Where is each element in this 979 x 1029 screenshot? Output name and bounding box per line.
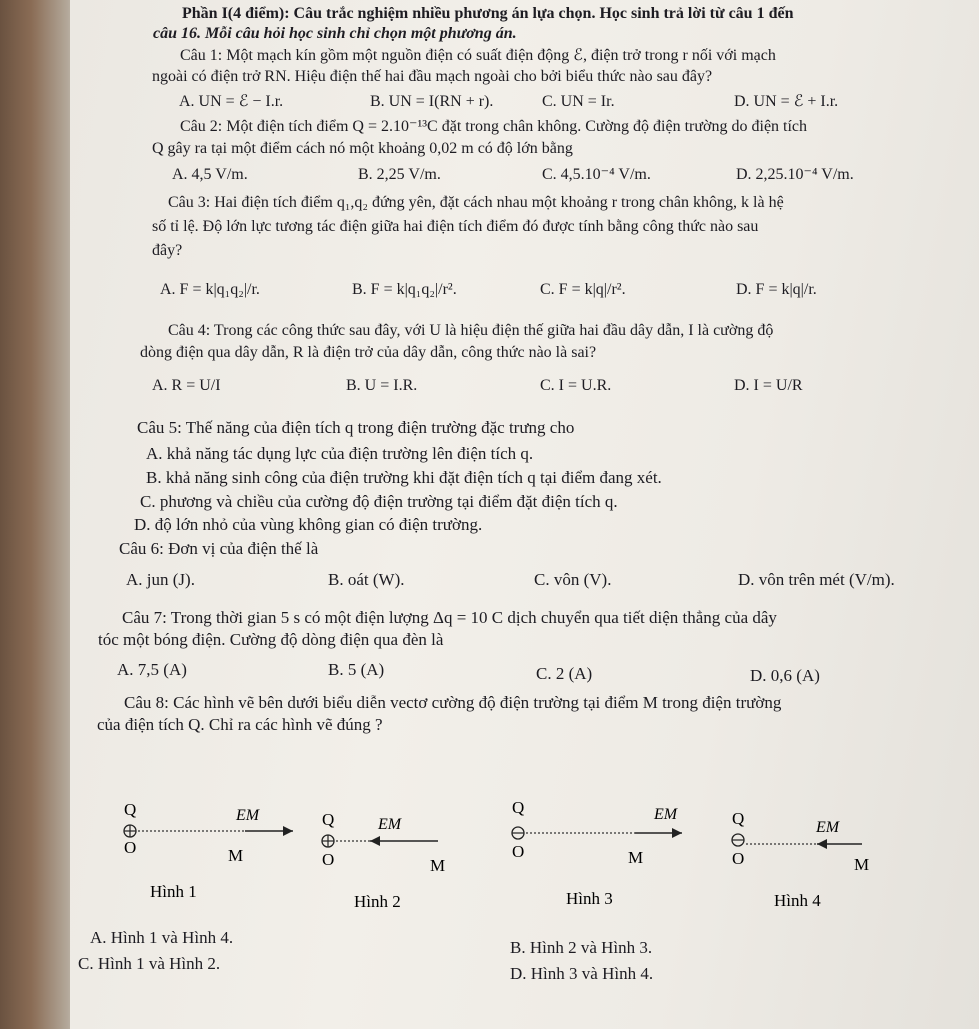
q2-option-b[interactable]: B. 2,25 V/m. bbox=[358, 166, 441, 183]
q6-option-b[interactable]: B. oát (W). bbox=[328, 570, 405, 589]
figure-2 bbox=[310, 805, 470, 915]
fig2-origin-label: O bbox=[322, 850, 335, 869]
q2-option-d[interactable]: D. 2,25.10⁻⁴ V/m. bbox=[736, 166, 854, 183]
q3-option-b[interactable]: B. F = k|q₁q₂|/r². bbox=[352, 281, 457, 298]
q7-option-b[interactable]: B. 5 (A) bbox=[328, 660, 385, 679]
q8-stem-cont: của điện tích Q. Chỉ ra các hình vẽ đúng ? bbox=[97, 715, 383, 734]
fig3-vector-label: EM bbox=[654, 806, 678, 823]
q1-stem-cont: ngoài có điện trở RN. Hiệu điện thế hai đầu mạch ngoài cho bởi biểu thức nào sau đây? bbox=[152, 68, 713, 85]
q5-option-c[interactable]: C. phương và chiều của cường độ điện trường tại điểm đặt điện tích q. bbox=[140, 492, 618, 511]
q7-stem-cont: tóc một bóng điện. Cường độ dòng điện qua đèn là bbox=[98, 630, 444, 649]
fig2-vector-label: EM bbox=[378, 816, 402, 833]
q1-option-d[interactable]: D. UN = ℰ + I.r. bbox=[734, 93, 839, 110]
q4-option-a[interactable]: A. R = U/I bbox=[152, 377, 221, 394]
q5-option-b[interactable]: B. khả năng sinh công của điện trường khi đặt điện tích q tại điểm đang xét. bbox=[146, 468, 662, 487]
arrow-left-icon bbox=[370, 836, 380, 846]
q8-option-b[interactable]: B. Hình 2 và Hình 3. bbox=[510, 938, 653, 957]
q8-option-c[interactable]: C. Hình 1 và Hình 2. bbox=[78, 954, 221, 973]
q2-option-a[interactable]: A. 4,5 V/m. bbox=[172, 166, 248, 183]
q6-stem: Câu 6: Đơn vị của điện thế là bbox=[119, 539, 319, 558]
q8-stem: Câu 8: Các hình vẽ bên dưới biểu diễn vectơ cường độ điện trường tại điểm M trong điện trường bbox=[124, 693, 782, 712]
fig2-point-label: M bbox=[430, 856, 446, 875]
figure-3 bbox=[500, 793, 700, 908]
figure-4 bbox=[722, 800, 882, 910]
fig1-vector-label: EM bbox=[236, 807, 260, 824]
q4-option-d[interactable]: D. I = U/R bbox=[734, 377, 803, 394]
section-header: Phần I(4 điểm): Câu trắc nghiệm nhiều phương án lựa chọn. Học sinh trả lời từ câu 1 đến bbox=[182, 5, 794, 22]
q2-stem: Câu 2: Một điện tích điểm Q = 2.10⁻¹³C đặt trong chân không. Cường độ điện trường do điện tích bbox=[180, 118, 808, 135]
q5-option-d[interactable]: D. độ lớn nhỏ của vùng không gian có điện trường. bbox=[134, 515, 483, 534]
q1-option-b[interactable]: B. UN = I(RN + r). bbox=[370, 93, 494, 110]
q2-stem-cont: Q gây ra tại một điểm cách nó một khoảng 0,02 m có độ lớn bằng bbox=[152, 140, 573, 157]
q3-option-a[interactable]: A. F = k|q₁q₂|/r. bbox=[160, 281, 260, 298]
fig3-charge-label: Q bbox=[512, 798, 525, 817]
fig4-point-label: M bbox=[854, 855, 870, 874]
q6-option-c[interactable]: C. vôn (V). bbox=[534, 570, 612, 589]
q4-option-c[interactable]: C. I = U.R. bbox=[540, 377, 612, 394]
q3-stem: Câu 3: Hai điện tích điểm q₁,q₂ đứng yên, đặt cách nhau một khoảng r trong chân không, k là hệ bbox=[168, 194, 784, 211]
q7-option-a[interactable]: A. 7,5 (A) bbox=[117, 660, 187, 679]
fig4-caption: Hình 4 bbox=[774, 891, 821, 910]
q8-option-d[interactable]: D. Hình 3 và Hình 4. bbox=[510, 964, 654, 983]
arrow-right-icon bbox=[672, 828, 682, 838]
fig1-origin-label: O bbox=[124, 838, 137, 857]
q3-stem-cont: số tỉ lệ. Độ lớn lực tương tác điện giữa hai điện tích điểm đó được tính bằng công thức nào sau bbox=[152, 218, 759, 235]
arrow-right-icon bbox=[283, 826, 293, 836]
arrow-left-icon bbox=[817, 839, 827, 849]
fig4-vector-label: EM bbox=[816, 819, 840, 836]
q8-option-a[interactable]: A. Hình 1 và Hình 4. bbox=[90, 928, 234, 947]
q4-stem-cont: dòng điện qua dây dẫn, R là điện trở của dây dẫn, công thức nào là sai? bbox=[140, 344, 597, 361]
q6-option-d[interactable]: D. vôn trên mét (V/m). bbox=[738, 570, 895, 589]
q4-option-b[interactable]: B. U = I.R. bbox=[346, 377, 418, 394]
fig2-charge-label: Q bbox=[322, 810, 335, 829]
q5-option-a[interactable]: A. khả năng tác dụng lực của điện trường lên điện tích q. bbox=[146, 444, 534, 463]
q3-option-c[interactable]: C. F = k|q|/r². bbox=[540, 281, 626, 298]
fig1-charge-label: Q bbox=[124, 800, 137, 819]
q3-option-d[interactable]: D. F = k|q|/r. bbox=[736, 281, 817, 298]
q1-option-c[interactable]: C. UN = Ir. bbox=[542, 93, 615, 110]
q1-option-a[interactable]: A. UN = ℰ − I.r. bbox=[179, 93, 284, 110]
q2-option-c[interactable]: C. 4,5.10⁻⁴ V/m. bbox=[542, 166, 651, 183]
q7-option-c[interactable]: C. 2 (A) bbox=[536, 664, 593, 683]
q6-option-a[interactable]: A. jun (J). bbox=[126, 570, 195, 589]
fig3-origin-label: O bbox=[512, 842, 525, 861]
q1-stem: Câu 1: Một mạch kín gồm một nguồn điện có suất điện động ℰ, điện trở trong r nối với mạch bbox=[180, 47, 776, 64]
fig1-caption: Hình 1 bbox=[150, 882, 197, 901]
q7-stem: Câu 7: Trong thời gian 5 s có một điện lượng Δq = 10 C dịch chuyển qua tiết diện thẳng của dây bbox=[122, 608, 777, 627]
q7-option-d[interactable]: D. 0,6 (A) bbox=[750, 666, 820, 685]
q3-stem-end: đây? bbox=[152, 242, 183, 259]
fig4-origin-label: O bbox=[732, 849, 745, 868]
section-header-cont: câu 16. Mỗi câu hỏi học sinh chỉ chọn một phương án. bbox=[153, 25, 517, 42]
q5-stem: Câu 5: Thế năng của điện tích q trong điện trường đặc trưng cho bbox=[137, 418, 575, 437]
figure-1 bbox=[110, 795, 300, 905]
q4-stem: Câu 4: Trong các công thức sau đây, với U là hiệu điện thế giữa hai đầu dây dẫn, I là cường độ bbox=[168, 322, 774, 339]
fig3-caption: Hình 3 bbox=[566, 889, 613, 908]
fig4-charge-label: Q bbox=[732, 809, 745, 828]
fig2-caption: Hình 2 bbox=[354, 892, 401, 911]
fig1-point-label: M bbox=[228, 846, 244, 865]
fig3-point-label: M bbox=[628, 848, 644, 867]
